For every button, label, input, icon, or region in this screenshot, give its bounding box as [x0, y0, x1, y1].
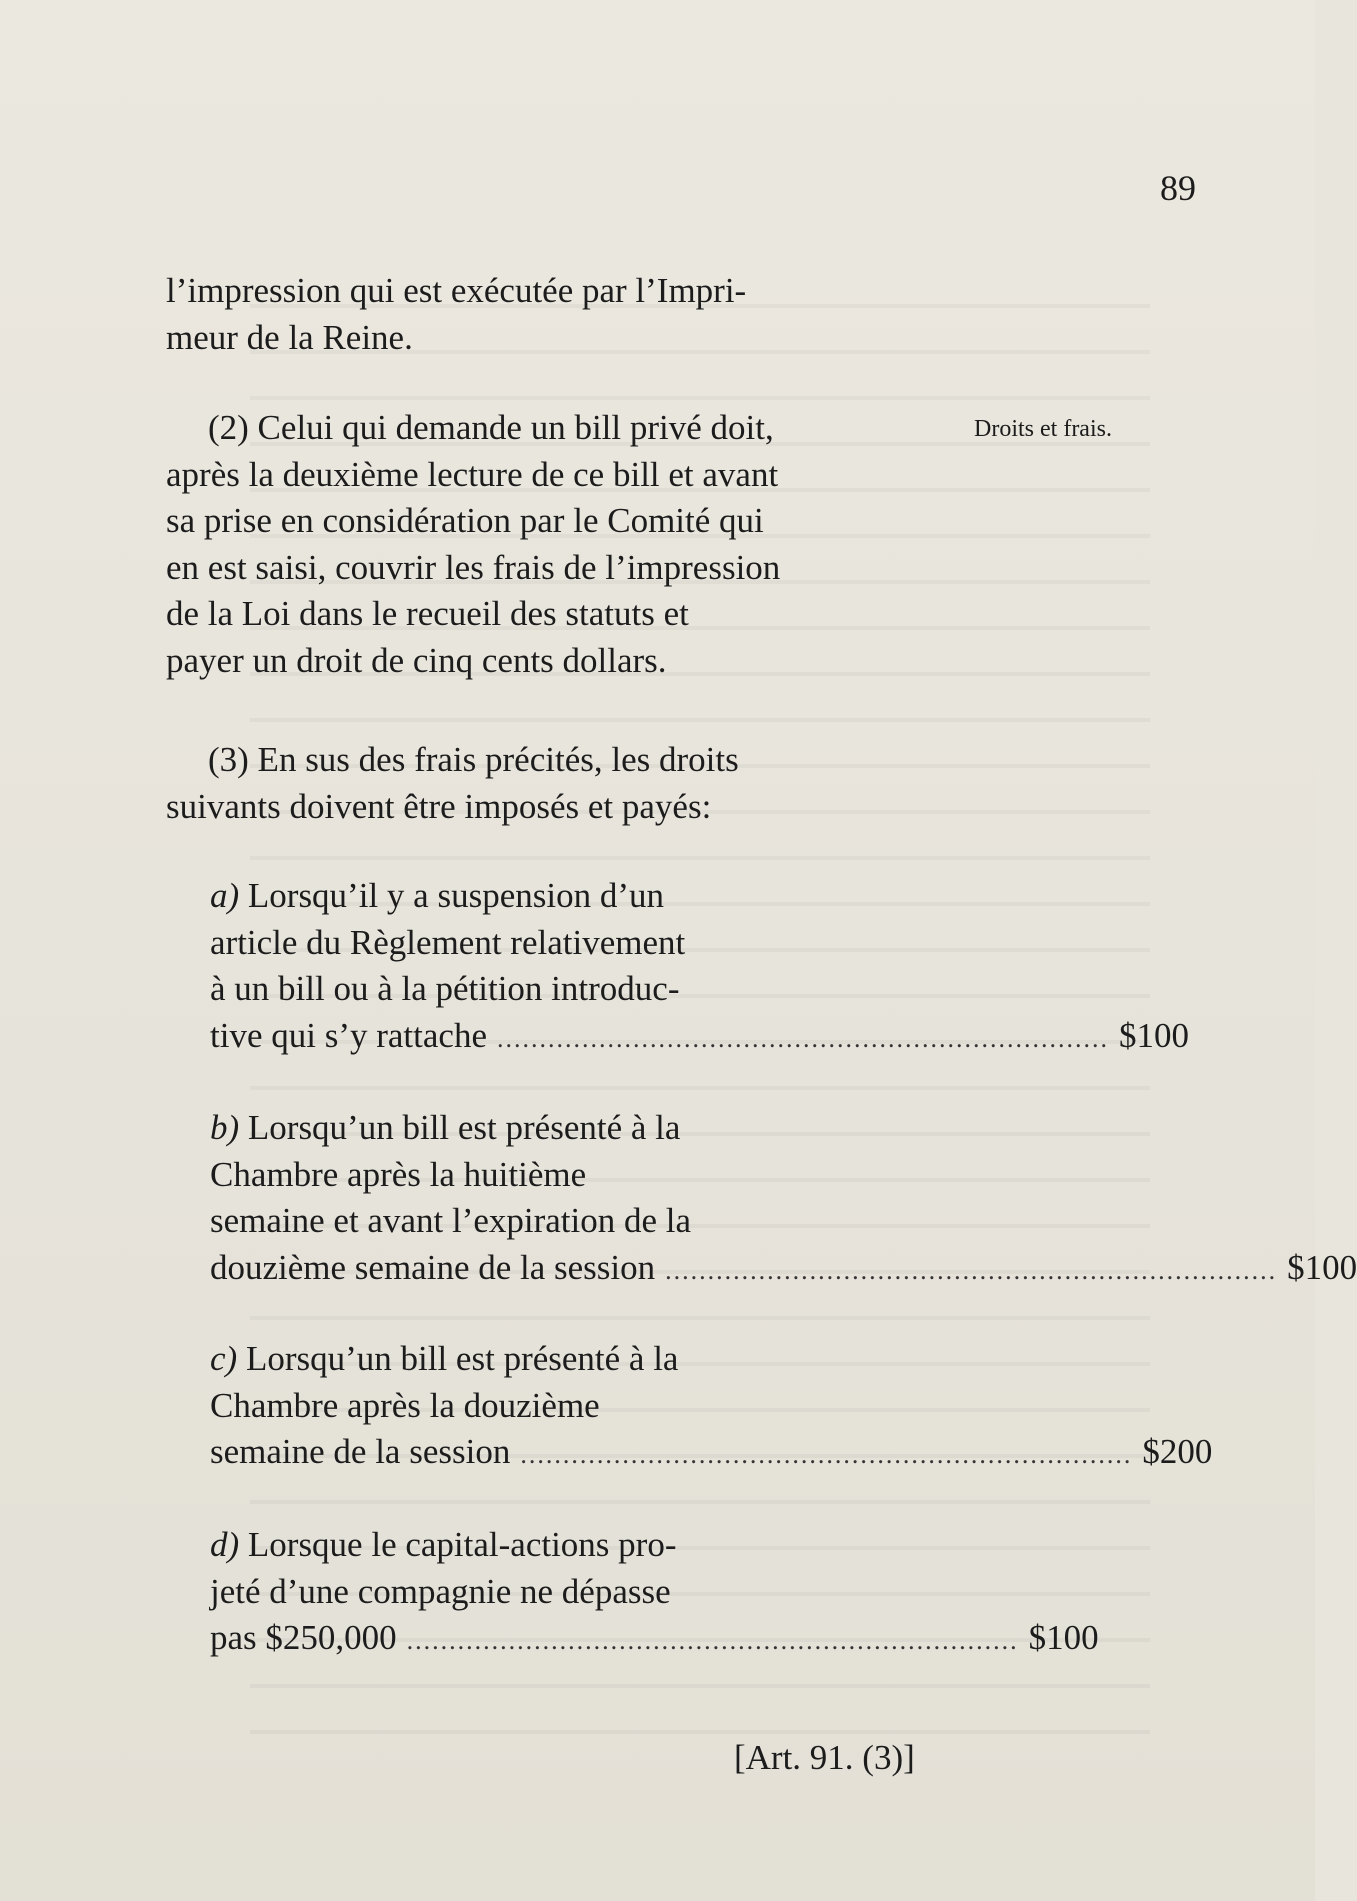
fee-item-a — [210, 873, 1189, 1062]
fee-item-b-last-text: douzième semaine de la session — [210, 1247, 656, 1287]
fee-item-c-last-text: semaine de la session — [210, 1432, 511, 1471]
fee-item-a-letter: a) — [210, 876, 240, 915]
fee-item-d-letter: d) — [210, 1525, 240, 1564]
fee-item-c-line-2: Chambre après la douzième — [210, 1385, 600, 1425]
fee-item-b-first-line: Lorsqu’un bill est présenté à la — [239, 1108, 681, 1147]
dot-leader: ........................................................................ — [520, 1440, 1133, 1469]
paragraph-3 — [166, 737, 948, 830]
paragraph-2-line-4: en est saisi, couvrir les frais de l’impression — [166, 547, 781, 587]
article-reference: [Art. 91. (3)] — [734, 1738, 915, 1777]
fee-item-b-text — [210, 1105, 840, 1245]
paragraph-3-line-2: suivants doivent être imposés et payés: — [166, 786, 712, 826]
fee-item-b — [210, 1105, 1357, 1294]
paragraph-2-line-3: sa prise en considération par le Comité qui — [166, 501, 764, 540]
paragraph-2-line-2: après la deuxième lecture de ce bill et avant — [166, 454, 779, 494]
fee-item-a-line-3: à un bill ou à la pétition introduc- — [210, 969, 680, 1008]
fee-item-d-amount: $100 — [1028, 1618, 1099, 1657]
fee-item-b-line-2: Chambre après la huitième — [210, 1154, 587, 1194]
paragraph-2-line-1: (2) Celui qui demande un bill privé doit, — [208, 408, 774, 447]
fee-item-a-last-text: tive qui s’y rattache — [210, 1015, 487, 1055]
fee-item-b-last-line — [210, 1245, 1357, 1295]
fee-item-a-amount: $100 — [1118, 1015, 1189, 1055]
paragraph-2-line-5: de la Loi dans le recueil des statuts et — [166, 594, 689, 633]
paragraph-1-line-1: l’impression qui est exécutée par l’Impri- — [166, 271, 747, 310]
fee-item-c-last-line — [210, 1429, 1213, 1479]
fee-item-d-last-line — [210, 1615, 1099, 1665]
fee-item-c-amount: $200 — [1142, 1432, 1213, 1471]
paragraph-2 — [166, 405, 948, 684]
fee-item-d-line-2: jeté d’une compagnie ne dépasse — [210, 1571, 671, 1611]
page-number: 89 — [1160, 168, 1196, 208]
fee-item-c-first-line: Lorsqu’un bill est présenté à la — [237, 1339, 679, 1378]
fee-item-c-letter: c) — [210, 1339, 238, 1378]
paragraph-2-line-6: payer un droit de cinq cents dollars. — [166, 640, 667, 680]
dot-leader: ........................................................................ — [665, 1255, 1278, 1285]
fee-item-c-text — [210, 1336, 840, 1429]
fee-item-c — [210, 1336, 1213, 1479]
fee-item-d-last-text: pas $250,000 — [210, 1618, 397, 1657]
fee-item-a-first-line: Lorsqu’il y a suspension d’un — [239, 876, 664, 915]
paragraph-3-line-1: (3) En sus des frais précités, les droits — [208, 740, 739, 779]
fee-item-b-amount: $100 — [1287, 1247, 1357, 1287]
fee-item-a-line-2: article du Règlement relativement — [210, 922, 686, 962]
fee-item-b-letter: b) — [210, 1108, 240, 1147]
fee-item-d — [210, 1522, 1099, 1665]
dot-leader: ........................................................................ — [496, 1023, 1109, 1053]
fee-item-a-last-line — [210, 1013, 1189, 1063]
fee-item-d-first-line: Lorsque le capital-actions pro- — [239, 1525, 677, 1564]
paragraph-1-line-2: meur de la Reine. — [166, 317, 413, 357]
dot-leader: ........................................................................ — [406, 1626, 1019, 1655]
fee-item-a-text — [210, 873, 840, 1013]
margin-note: Droits et frais. — [974, 416, 1112, 442]
fee-item-b-line-3: semaine et avant l’expiration de la — [210, 1201, 692, 1240]
fee-item-d-text — [210, 1522, 840, 1615]
paragraph-1 — [166, 268, 948, 361]
